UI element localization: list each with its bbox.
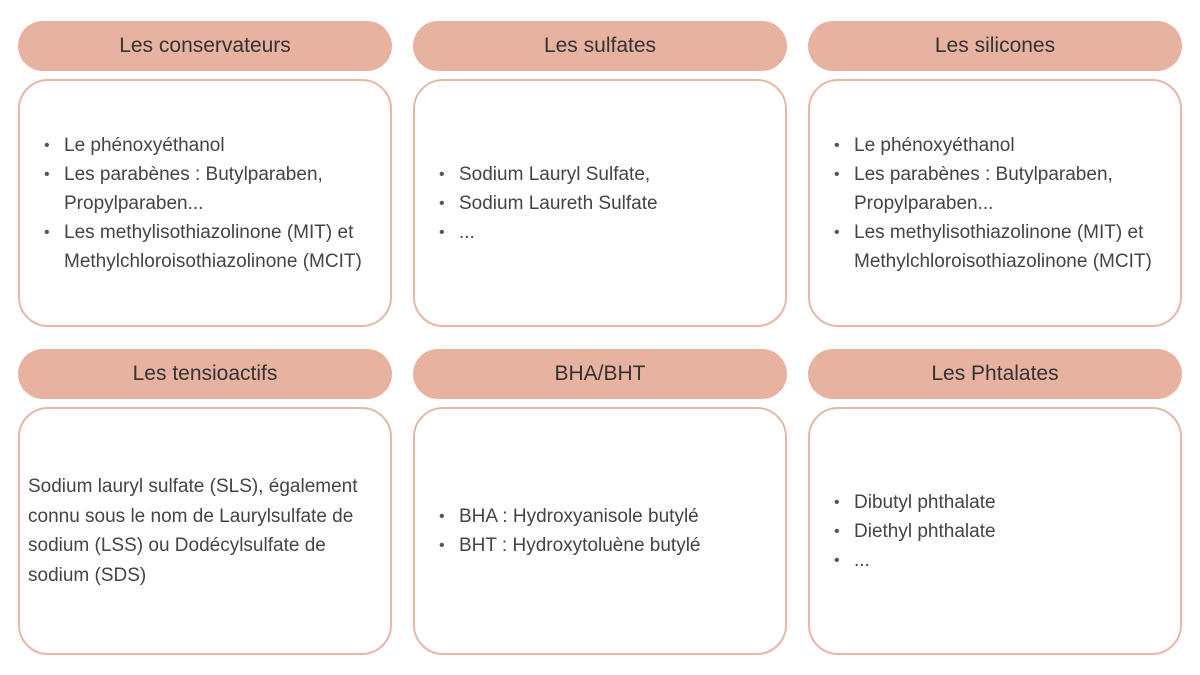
item-list bbox=[44, 131, 384, 276]
list-item: • Sodium Lauryl Sulfate, bbox=[439, 160, 779, 189]
list-item: • Diethyl phthalate bbox=[834, 517, 1174, 546]
item-list bbox=[439, 160, 779, 247]
item-list bbox=[834, 131, 1174, 276]
card-body bbox=[808, 407, 1182, 655]
card-body bbox=[18, 407, 392, 655]
item-list bbox=[439, 502, 779, 560]
card-title: Les tensioactifs bbox=[18, 349, 392, 399]
list-item: • Les methylisothiazolinone (MIT) et Methylchloroisothiazolinone (MCIT) bbox=[44, 218, 384, 276]
list-item: • ... bbox=[834, 546, 1174, 575]
list-item: • BHT : Hydroxytoluène butylé bbox=[439, 531, 779, 560]
list-item: • ... bbox=[439, 218, 779, 247]
card-body bbox=[808, 79, 1182, 327]
card-title: Les conservateurs bbox=[18, 21, 392, 71]
card-body bbox=[413, 407, 787, 655]
card-body bbox=[18, 79, 392, 327]
list-item: • BHA : Hydroxyanisole butylé bbox=[439, 502, 779, 531]
list-item: • Sodium Laureth Sulfate bbox=[439, 189, 779, 218]
card-title: Les silicones bbox=[808, 21, 1182, 71]
item-list bbox=[834, 488, 1174, 575]
list-item: • Les parabènes : Butylparaben, Propylparaben... bbox=[834, 160, 1174, 218]
list-item: • Les parabènes : Butylparaben, Propylparaben... bbox=[44, 160, 384, 218]
list-item: • Les methylisothiazolinone (MIT) et Methylchloroisothiazolinone (MCIT) bbox=[834, 218, 1174, 276]
card-body bbox=[413, 79, 787, 327]
card-paragraph: Sodium lauryl sulfate (SLS), également connu sous le nom de Laurylsulfate de sodium (LSS) ou Dodécylsulfate de sodium (SDS) bbox=[28, 476, 358, 586]
card-title: Les sulfates bbox=[413, 21, 787, 71]
card-title: BHA/BHT bbox=[413, 349, 787, 399]
list-item: • Le phénoxyéthanol bbox=[834, 131, 1174, 160]
card-title: Les Phtalates bbox=[808, 349, 1182, 399]
list-item: • Le phénoxyéthanol bbox=[44, 131, 384, 160]
list-item: • Dibutyl phthalate bbox=[834, 488, 1174, 517]
